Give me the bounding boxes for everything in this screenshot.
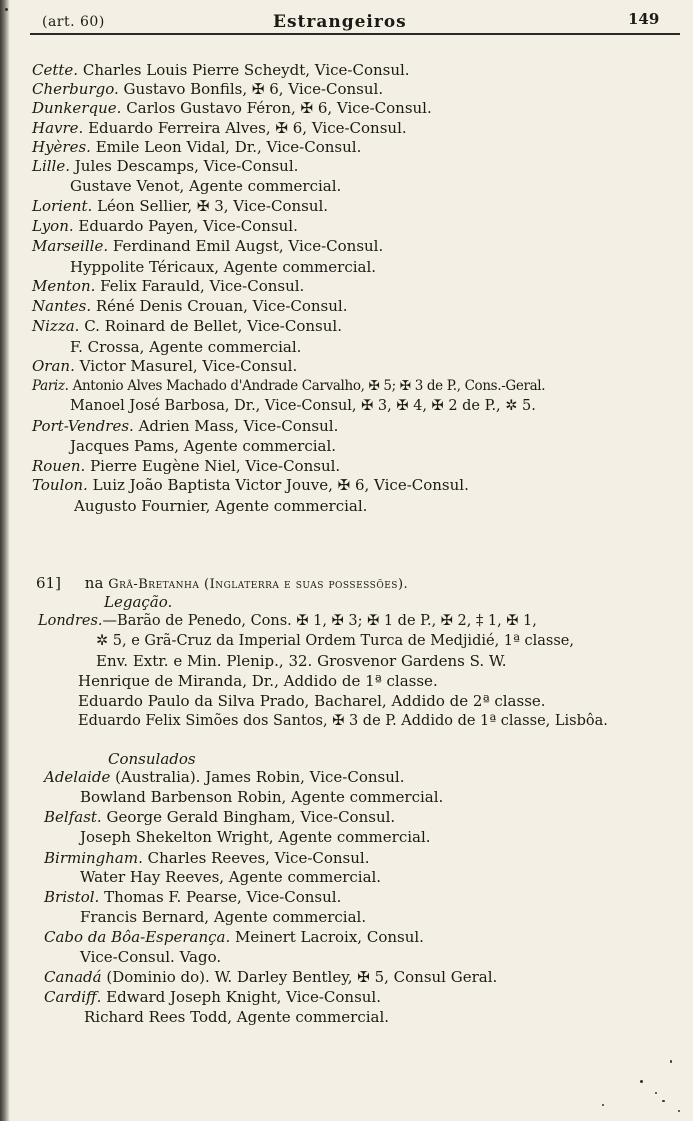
entry-line — [32, 317, 342, 336]
place-name: Oran. — [32, 357, 75, 375]
entry-text: —Barão de Penedo, Cons. ✠ 1, ✠ 3; ✠ 1 de P., ✠ 2, ‡ 1, ✠ 1, — [102, 613, 537, 629]
print-speck — [655, 1092, 657, 1094]
page-edge-shadow — [0, 0, 10, 1121]
place-name: Pariz. — [32, 378, 69, 394]
entry-line — [44, 988, 381, 1007]
section-heading-text: Grã-Bretanha (Inglaterra e suas possessões). — [108, 577, 409, 592]
place-name: Havre. — [32, 119, 84, 137]
entry-text: Meinert Lacroix, Consul. — [235, 928, 424, 946]
place-name: Bristol. — [44, 888, 100, 906]
place-name: Marseille. — [32, 237, 109, 255]
place-name: Nizza. — [32, 317, 80, 335]
entry-line — [32, 138, 361, 157]
entry-text: Jacques Pams, Agente commercial. — [70, 437, 337, 455]
entry-line — [32, 417, 338, 436]
entry-text: Adrien Mass, Vice-Consul. — [138, 417, 339, 435]
entry-text: Luiz João Baptista Victor Jouve, ✠ 6, Vice-Consul. — [92, 476, 469, 494]
place-name: Cabo da Bôa-Esperança. — [44, 928, 231, 946]
entry-line — [32, 457, 340, 476]
entry-text: Manoel José Barbosa, Dr., Vice-Consul, ✠ 3, ✠ 4, ✠ 2 de P., ✲ 5. — [70, 398, 536, 414]
entry-text: Richard Rees Todd, Agente commercial. — [84, 1008, 390, 1026]
entry-line-sub — [80, 908, 366, 927]
entry-text: Victor Masurel, Vice-Consul. — [79, 357, 298, 375]
entry-text: Antonio Alves Machado d'Andrade Carvalho, ✠ 5; ✠ 3 de P., Cons.-Geral. — [72, 378, 546, 394]
place-name: Cherburgo. — [32, 80, 119, 98]
entry-text: Ferdinand Emil Augst, Vice-Consul. — [112, 237, 384, 255]
entry-text: Gustave Venot, Agente commercial. — [70, 177, 342, 195]
entry-text: (Australia). James Robin, Vice-Consul. — [115, 768, 405, 786]
header-title: Estrangeiros — [273, 12, 407, 32]
place-name: Lorient. — [32, 197, 93, 215]
entry-text: Charles Louis Pierre Scheydt, Vice-Consul. — [82, 61, 410, 79]
place-name: Rouen. — [32, 457, 86, 475]
place-name: Cardiff. — [44, 988, 102, 1006]
place-name: Londres. — [38, 613, 103, 629]
place-name: Belfast. — [44, 808, 102, 826]
place-name: Toulon. — [32, 476, 88, 494]
place-name: Nantes. — [32, 297, 92, 315]
entry-text: Bowland Barbenson Robin, Agente commercial. — [80, 788, 444, 806]
entry-text: Carlos Gustavo Féron, ✠ 6, Vice-Consul. — [126, 99, 432, 117]
entry-text: Eduardo Ferreira Alves, ✠ 6, Vice-Consul. — [88, 119, 407, 137]
place-name: Lyon. — [32, 217, 74, 235]
entry-line-sub — [80, 868, 381, 887]
entry-line-sub — [84, 1008, 389, 1027]
entry-line — [44, 928, 424, 947]
entry-line — [44, 968, 497, 987]
place-name: Birmingham. — [44, 849, 143, 867]
print-speck — [602, 1104, 604, 1106]
entry-line-sub — [70, 177, 341, 196]
entry-line-cont: Env. Extr. e Min. Plenip., 32. Grosvenor Gardens S. W. — [96, 652, 507, 670]
entry-line — [44, 849, 370, 868]
place-name: Menton. — [32, 277, 96, 295]
print-speck — [678, 1110, 680, 1112]
consulados-title: Consulados — [108, 750, 196, 768]
entry-line — [32, 99, 432, 118]
section-number: 61] — [36, 574, 61, 592]
running-header — [0, 6, 693, 34]
entry-line-sub — [70, 437, 336, 456]
print-speck — [670, 1060, 672, 1063]
entry-line — [32, 377, 545, 396]
header-article-ref: (art. 60) — [42, 14, 105, 30]
entry-line — [44, 768, 404, 787]
entry-line — [44, 888, 341, 907]
place-name: Dunkerque. — [32, 99, 122, 117]
entry-line — [32, 61, 410, 80]
entry-text: Réné Denis Crouan, Vice-Consul. — [95, 297, 348, 315]
entry-line — [32, 237, 383, 256]
header-rule — [30, 33, 680, 35]
entry-text: Felix Farauld, Vice-Consul. — [100, 277, 305, 295]
page-number: 149 — [628, 10, 660, 28]
entry-text: (Dominio do). W. Darley Bentley, ✠ 5, Consul Geral. — [106, 968, 498, 986]
entry-line-sub — [70, 258, 376, 277]
print-speck — [640, 1080, 643, 1083]
section-heading — [36, 574, 408, 594]
entry-line — [32, 357, 297, 376]
entry-line-sub — [70, 397, 536, 416]
section-heading-prefix: na — [84, 574, 104, 592]
entry-line — [32, 157, 298, 176]
entry-text: George Gerald Bingham, Vice-Consul. — [106, 808, 396, 826]
entry-text: Gustavo Bonfils, ✠ 6, Vice-Consul. — [123, 80, 384, 98]
entry-line-sub — [80, 788, 443, 807]
entry-line-sub — [74, 497, 367, 516]
print-speck — [662, 1100, 665, 1102]
entry-text: Jules Descamps, Vice-Consul. — [74, 157, 299, 175]
entry-text: Charles Reeves, Vice-Consul. — [147, 849, 370, 867]
entry-text: Augusto Fournier, Agente commercial. — [74, 497, 368, 515]
entry-text: Edward Joseph Knight, Vice-Consul. — [106, 988, 381, 1006]
entry-text: Hyppolite Téricaux, Agente commercial. — [70, 258, 377, 276]
entry-text: Joseph Shekelton Wright, Agente commercial. — [80, 828, 431, 846]
entry-line — [32, 476, 469, 495]
place-name: Adelaide — [44, 768, 111, 786]
entry-line-sub — [80, 948, 221, 967]
place-name: Cette. — [32, 61, 79, 79]
entry-text: Francis Bernard, Agente commercial. — [80, 908, 367, 926]
entry-line — [32, 297, 347, 316]
staff-line: Henrique de Miranda, Dr., Addido de 1ª classe. — [78, 672, 438, 690]
place-name: Lille. — [32, 157, 70, 175]
entry-line-cont: ✲ 5, e Grã-Cruz da Imperial Ordem Turca de Medjidié, 1ª classe, — [96, 633, 574, 649]
legacao-title: Legação. — [104, 593, 173, 611]
entry-line — [32, 119, 407, 138]
entry-text: Eduardo Payen, Vice-Consul. — [78, 217, 298, 235]
entry-text: F. Crossa, Agente commercial. — [70, 338, 302, 356]
entry-line — [44, 808, 395, 827]
entry-line — [38, 612, 537, 631]
entry-line-sub — [80, 828, 431, 847]
entry-text: Water Hay Reeves, Agente commercial. — [80, 868, 382, 886]
place-name: Port-Vendres. — [32, 417, 134, 435]
place-name: Canadá — [44, 968, 102, 986]
entry-text: Léon Sellier, ✠ 3, Vice-Consul. — [97, 197, 329, 215]
place-name: Hyères. — [32, 138, 91, 156]
entry-text: Emile Leon Vidal, Dr., Vice-Consul. — [95, 138, 362, 156]
staff-line: Eduardo Felix Simões dos Santos, ✠ 3 de P. Addido de 1ª classe, Lisbôa. — [78, 713, 608, 729]
entry-text: C. Roinard de Bellet, Vice-Consul. — [84, 317, 342, 335]
entry-line — [32, 197, 328, 216]
staff-line: Eduardo Paulo da Silva Prado, Bacharel, Addido de 2ª classe. — [78, 692, 546, 710]
entry-line — [32, 217, 298, 236]
entry-text: Pierre Eugène Niel, Vice-Consul. — [90, 457, 341, 475]
print-speck — [5, 8, 8, 11]
entry-line — [32, 277, 304, 296]
entry-text: Vice-Consul. Vago. — [80, 948, 222, 966]
entry-line-sub — [70, 338, 301, 357]
entry-text: Thomas F. Pearse, Vice-Consul. — [104, 888, 342, 906]
entry-line — [32, 80, 383, 99]
